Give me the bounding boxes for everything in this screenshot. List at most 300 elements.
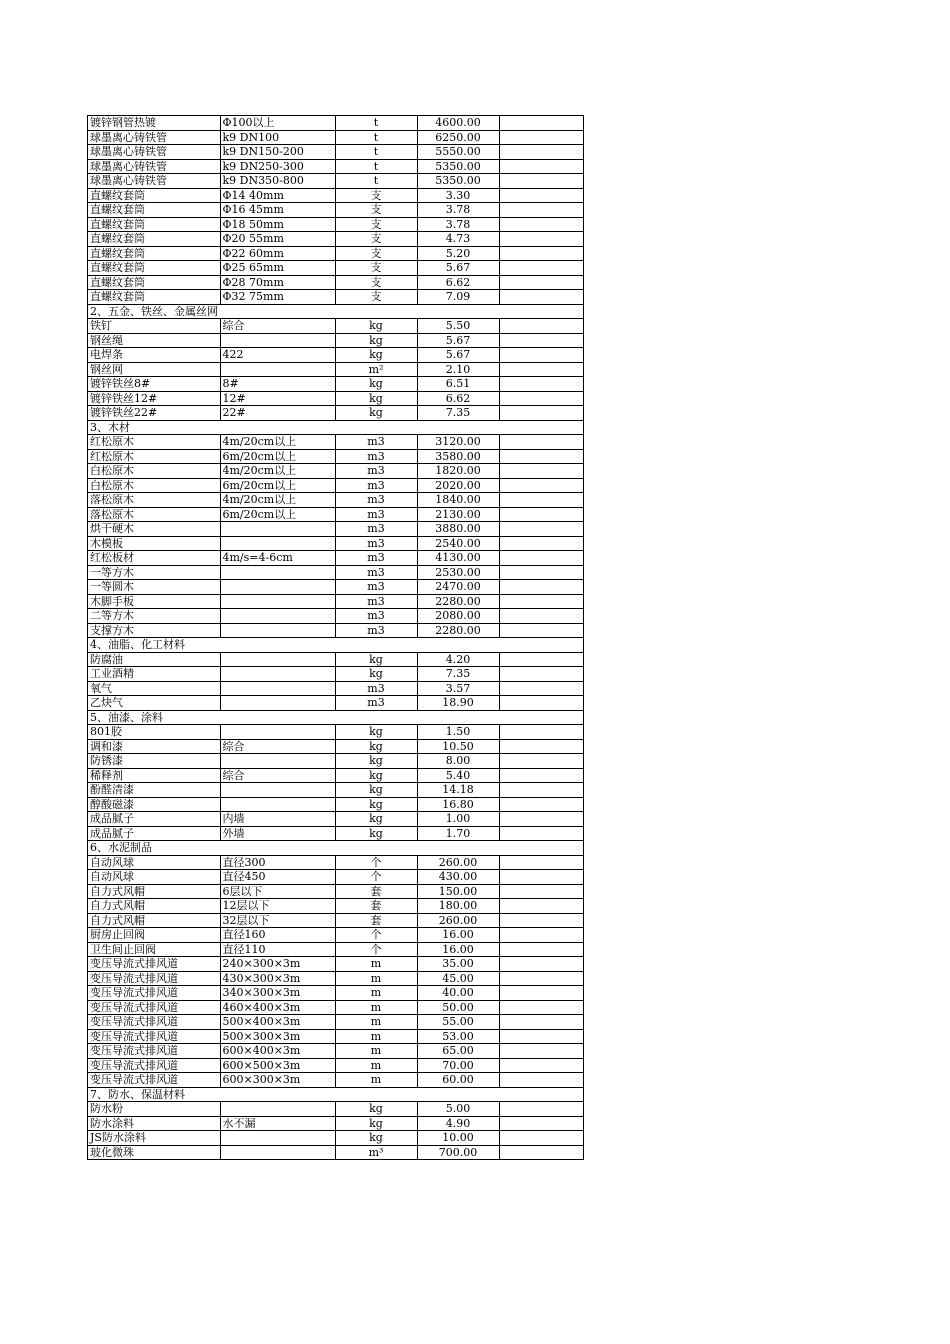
unit-cell[interactable]: m3 <box>335 623 417 638</box>
price-cell[interactable]: 5550.00 <box>417 145 499 160</box>
price-cell[interactable]: 5.40 <box>417 768 499 783</box>
remark-cell[interactable] <box>499 580 583 595</box>
material-name-cell[interactable]: 变压导流式排风道 <box>88 1073 221 1088</box>
spec-cell[interactable]: 6m/20cm以上 <box>220 449 335 464</box>
remark-cell[interactable] <box>499 536 583 551</box>
spec-cell[interactable]: 水不漏 <box>220 1116 335 1131</box>
material-name-cell[interactable]: 红松原木 <box>88 435 221 450</box>
unit-cell[interactable]: m <box>335 1044 417 1059</box>
spec-cell[interactable]: 综合 <box>220 768 335 783</box>
unit-cell[interactable]: t <box>335 116 417 131</box>
material-name-cell[interactable]: 稀释剂 <box>88 768 221 783</box>
material-name-cell[interactable]: 工业酒精 <box>88 667 221 682</box>
section-title[interactable]: 4、油脂、化工材料 <box>88 638 221 653</box>
material-name-cell[interactable]: 调和漆 <box>88 739 221 754</box>
unit-cell[interactable]: m² <box>335 362 417 377</box>
unit-cell[interactable]: kg <box>335 667 417 682</box>
spec-cell[interactable] <box>220 1145 335 1160</box>
spec-cell[interactable]: 4m/20cm以上 <box>220 493 335 508</box>
empty-cell[interactable] <box>220 841 335 856</box>
remark-cell[interactable] <box>499 188 583 203</box>
unit-cell[interactable]: 个 <box>335 928 417 943</box>
price-cell[interactable]: 150.00 <box>417 884 499 899</box>
price-cell[interactable]: 10.50 <box>417 739 499 754</box>
empty-cell[interactable] <box>499 1087 583 1102</box>
spec-cell[interactable]: k9 DN100 <box>220 130 335 145</box>
remark-cell[interactable] <box>499 942 583 957</box>
material-name-cell[interactable]: 球墨离心铸铁管 <box>88 174 221 189</box>
spec-cell[interactable] <box>220 754 335 769</box>
remark-cell[interactable] <box>499 754 583 769</box>
empty-cell[interactable] <box>335 304 417 319</box>
unit-cell[interactable]: kg <box>335 1102 417 1117</box>
price-cell[interactable]: 7.35 <box>417 406 499 421</box>
price-cell[interactable]: 1.00 <box>417 812 499 827</box>
price-cell[interactable]: 4600.00 <box>417 116 499 131</box>
spec-cell[interactable]: Φ20 55mm <box>220 232 335 247</box>
material-name-cell[interactable]: 防水涂料 <box>88 1116 221 1131</box>
remark-cell[interactable] <box>499 1116 583 1131</box>
remark-cell[interactable] <box>499 1015 583 1030</box>
empty-cell[interactable] <box>417 420 499 435</box>
remark-cell[interactable] <box>499 725 583 740</box>
price-cell[interactable]: 18.90 <box>417 696 499 711</box>
spec-cell[interactable]: 内墙 <box>220 812 335 827</box>
price-cell[interactable]: 3880.00 <box>417 522 499 537</box>
price-cell[interactable]: 2130.00 <box>417 507 499 522</box>
remark-cell[interactable] <box>499 1073 583 1088</box>
empty-cell[interactable] <box>417 638 499 653</box>
remark-cell[interactable] <box>499 159 583 174</box>
empty-cell[interactable] <box>499 420 583 435</box>
spec-cell[interactable] <box>220 783 335 798</box>
empty-cell[interactable] <box>335 710 417 725</box>
spec-cell[interactable] <box>220 696 335 711</box>
unit-cell[interactable]: 支 <box>335 290 417 305</box>
price-cell[interactable]: 60.00 <box>417 1073 499 1088</box>
spec-cell[interactable]: 460×400×3m <box>220 1000 335 1015</box>
unit-cell[interactable]: 个 <box>335 855 417 870</box>
spec-cell[interactable]: 综合 <box>220 739 335 754</box>
material-name-cell[interactable]: 乙炔气 <box>88 696 221 711</box>
section-title[interactable]: 2、五金、铁丝、金属丝网 <box>88 304 221 319</box>
remark-cell[interactable] <box>499 232 583 247</box>
unit-cell[interactable]: kg <box>335 826 417 841</box>
spec-cell[interactable]: Φ22 60mm <box>220 246 335 261</box>
unit-cell[interactable]: m3 <box>335 594 417 609</box>
material-name-cell[interactable]: 白松原木 <box>88 478 221 493</box>
spec-cell[interactable]: Φ18 50mm <box>220 217 335 232</box>
price-cell[interactable]: 3.30 <box>417 188 499 203</box>
empty-cell[interactable] <box>220 1087 335 1102</box>
spec-cell[interactable]: 430×300×3m <box>220 971 335 986</box>
spec-cell[interactable]: 32层以下 <box>220 913 335 928</box>
unit-cell[interactable]: 支 <box>335 203 417 218</box>
remark-cell[interactable] <box>499 116 583 131</box>
material-name-cell[interactable]: 直螺纹套筒 <box>88 290 221 305</box>
price-cell[interactable]: 4130.00 <box>417 551 499 566</box>
remark-cell[interactable] <box>499 261 583 276</box>
price-cell[interactable]: 10.00 <box>417 1131 499 1146</box>
material-name-cell[interactable]: 球墨离心铸铁管 <box>88 159 221 174</box>
unit-cell[interactable]: kg <box>335 377 417 392</box>
price-cell[interactable]: 2540.00 <box>417 536 499 551</box>
unit-cell[interactable]: m <box>335 986 417 1001</box>
material-name-cell[interactable]: 醇酸磁漆 <box>88 797 221 812</box>
empty-cell[interactable] <box>499 304 583 319</box>
remark-cell[interactable] <box>499 1131 583 1146</box>
price-cell[interactable]: 4.90 <box>417 1116 499 1131</box>
unit-cell[interactable]: kg <box>335 768 417 783</box>
unit-cell[interactable]: kg <box>335 725 417 740</box>
material-name-cell[interactable]: 成品腻子 <box>88 812 221 827</box>
unit-cell[interactable]: m <box>335 957 417 972</box>
material-name-cell[interactable]: 变压导流式排风道 <box>88 1058 221 1073</box>
remark-cell[interactable] <box>499 1000 583 1015</box>
price-cell[interactable]: 6.51 <box>417 377 499 392</box>
spec-cell[interactable]: k9 DN150-200 <box>220 145 335 160</box>
spec-cell[interactable]: 直径300 <box>220 855 335 870</box>
price-cell[interactable]: 2280.00 <box>417 594 499 609</box>
material-name-cell[interactable]: 镀锌铁丝22# <box>88 406 221 421</box>
price-cell[interactable]: 5.20 <box>417 246 499 261</box>
empty-cell[interactable] <box>417 304 499 319</box>
unit-cell[interactable]: 支 <box>335 261 417 276</box>
price-cell[interactable]: 1840.00 <box>417 493 499 508</box>
remark-cell[interactable] <box>499 130 583 145</box>
material-name-cell[interactable]: 变压导流式排风道 <box>88 971 221 986</box>
remark-cell[interactable] <box>499 928 583 943</box>
spec-cell[interactable]: 12层以下 <box>220 899 335 914</box>
spec-cell[interactable]: 500×300×3m <box>220 1029 335 1044</box>
material-name-cell[interactable]: 自力式风帽 <box>88 913 221 928</box>
material-name-cell[interactable]: 钢丝绳 <box>88 333 221 348</box>
unit-cell[interactable]: t <box>335 159 417 174</box>
spec-cell[interactable] <box>220 797 335 812</box>
spec-cell[interactable] <box>220 681 335 696</box>
material-name-cell[interactable]: 变压导流式排风道 <box>88 1029 221 1044</box>
remark-cell[interactable] <box>499 913 583 928</box>
remark-cell[interactable] <box>499 174 583 189</box>
material-name-cell[interactable]: 镀锌铁丝8# <box>88 377 221 392</box>
price-cell[interactable]: 3120.00 <box>417 435 499 450</box>
price-cell[interactable]: 5.67 <box>417 261 499 276</box>
remark-cell[interactable] <box>499 246 583 261</box>
price-cell[interactable]: 430.00 <box>417 870 499 885</box>
material-name-cell[interactable]: 直螺纹套筒 <box>88 246 221 261</box>
empty-cell[interactable] <box>220 304 335 319</box>
spec-cell[interactable] <box>220 536 335 551</box>
remark-cell[interactable] <box>499 406 583 421</box>
material-name-cell[interactable]: 镀锌铁丝12# <box>88 391 221 406</box>
material-name-cell[interactable]: 铁钉 <box>88 319 221 334</box>
spec-cell[interactable]: 500×400×3m <box>220 1015 335 1030</box>
remark-cell[interactable] <box>499 565 583 580</box>
unit-cell[interactable]: m3 <box>335 493 417 508</box>
price-cell[interactable]: 50.00 <box>417 1000 499 1015</box>
spec-cell[interactable]: 422 <box>220 348 335 363</box>
unit-cell[interactable]: kg <box>335 333 417 348</box>
spec-cell[interactable]: 6m/20cm以上 <box>220 478 335 493</box>
unit-cell[interactable]: kg <box>335 406 417 421</box>
material-name-cell[interactable]: 防锈漆 <box>88 754 221 769</box>
empty-cell[interactable] <box>335 420 417 435</box>
price-cell[interactable]: 7.09 <box>417 290 499 305</box>
price-cell[interactable]: 6.62 <box>417 391 499 406</box>
empty-cell[interactable] <box>499 710 583 725</box>
unit-cell[interactable]: kg <box>335 797 417 812</box>
material-name-cell[interactable]: 玻化微珠 <box>88 1145 221 1160</box>
section-title[interactable]: 5、油漆、涂料 <box>88 710 221 725</box>
price-cell[interactable]: 16.00 <box>417 942 499 957</box>
price-cell[interactable]: 70.00 <box>417 1058 499 1073</box>
spec-cell[interactable]: 直径160 <box>220 928 335 943</box>
unit-cell[interactable]: m3 <box>335 565 417 580</box>
price-cell[interactable]: 16.80 <box>417 797 499 812</box>
unit-cell[interactable]: t <box>335 145 417 160</box>
spec-cell[interactable] <box>220 333 335 348</box>
spec-cell[interactable] <box>220 580 335 595</box>
spec-cell[interactable]: Φ16 45mm <box>220 203 335 218</box>
remark-cell[interactable] <box>499 594 583 609</box>
remark-cell[interactable] <box>499 217 583 232</box>
spec-cell[interactable]: 4m/20cm以上 <box>220 464 335 479</box>
remark-cell[interactable] <box>499 652 583 667</box>
remark-cell[interactable] <box>499 870 583 885</box>
price-cell[interactable]: 5.67 <box>417 333 499 348</box>
remark-cell[interactable] <box>499 348 583 363</box>
unit-cell[interactable]: kg <box>335 348 417 363</box>
empty-cell[interactable] <box>417 1087 499 1102</box>
spec-cell[interactable]: 4m/s=4-6cm <box>220 551 335 566</box>
price-cell[interactable]: 1820.00 <box>417 464 499 479</box>
unit-cell[interactable]: m3 <box>335 536 417 551</box>
price-cell[interactable]: 5.50 <box>417 319 499 334</box>
spec-cell[interactable]: 340×300×3m <box>220 986 335 1001</box>
remark-cell[interactable] <box>499 609 583 624</box>
material-name-cell[interactable]: 烘干硬木 <box>88 522 221 537</box>
remark-cell[interactable] <box>499 1145 583 1160</box>
price-cell[interactable]: 7.35 <box>417 667 499 682</box>
spec-cell[interactable] <box>220 362 335 377</box>
remark-cell[interactable] <box>499 435 583 450</box>
unit-cell[interactable]: m3 <box>335 681 417 696</box>
unit-cell[interactable]: 支 <box>335 246 417 261</box>
remark-cell[interactable] <box>499 696 583 711</box>
unit-cell[interactable]: m³ <box>335 1145 417 1160</box>
remark-cell[interactable] <box>499 362 583 377</box>
remark-cell[interactable] <box>499 275 583 290</box>
material-name-cell[interactable]: 直螺纹套筒 <box>88 217 221 232</box>
unit-cell[interactable]: 套 <box>335 913 417 928</box>
empty-cell[interactable] <box>220 420 335 435</box>
spec-cell[interactable] <box>220 623 335 638</box>
price-cell[interactable]: 8.00 <box>417 754 499 769</box>
material-name-cell[interactable]: 氧气 <box>88 681 221 696</box>
spec-cell[interactable]: k9 DN250-300 <box>220 159 335 174</box>
material-name-cell[interactable]: 防腐油 <box>88 652 221 667</box>
spec-cell[interactable]: 直径110 <box>220 942 335 957</box>
remark-cell[interactable] <box>499 783 583 798</box>
unit-cell[interactable]: m3 <box>335 522 417 537</box>
price-cell[interactable]: 5350.00 <box>417 159 499 174</box>
unit-cell[interactable]: m <box>335 1073 417 1088</box>
spec-cell[interactable] <box>220 594 335 609</box>
spec-cell[interactable]: Φ100以上 <box>220 116 335 131</box>
material-name-cell[interactable]: 白松原木 <box>88 464 221 479</box>
material-name-cell[interactable]: 酚醛清漆 <box>88 783 221 798</box>
price-cell[interactable]: 6.62 <box>417 275 499 290</box>
spec-cell[interactable] <box>220 725 335 740</box>
price-cell[interactable]: 6250.00 <box>417 130 499 145</box>
material-name-cell[interactable]: 变压导流式排风道 <box>88 1044 221 1059</box>
unit-cell[interactable]: kg <box>335 319 417 334</box>
price-cell[interactable]: 3.78 <box>417 203 499 218</box>
spec-cell[interactable]: 600×300×3m <box>220 1073 335 1088</box>
remark-cell[interactable] <box>499 826 583 841</box>
material-name-cell[interactable]: 自动风球 <box>88 870 221 885</box>
unit-cell[interactable]: m3 <box>335 435 417 450</box>
remark-cell[interactable] <box>499 957 583 972</box>
unit-cell[interactable]: m <box>335 1029 417 1044</box>
unit-cell[interactable]: m3 <box>335 551 417 566</box>
remark-cell[interactable] <box>499 623 583 638</box>
material-name-cell[interactable]: 变压导流式排风道 <box>88 957 221 972</box>
spec-cell[interactable]: Φ25 65mm <box>220 261 335 276</box>
section-title[interactable]: 7、防水、保温材料 <box>88 1087 221 1102</box>
unit-cell[interactable]: 个 <box>335 942 417 957</box>
remark-cell[interactable] <box>499 507 583 522</box>
unit-cell[interactable]: kg <box>335 1116 417 1131</box>
unit-cell[interactable]: 套 <box>335 884 417 899</box>
spec-cell[interactable]: 240×300×3m <box>220 957 335 972</box>
spec-cell[interactable]: 外墙 <box>220 826 335 841</box>
unit-cell[interactable]: kg <box>335 783 417 798</box>
remark-cell[interactable] <box>499 478 583 493</box>
price-cell[interactable]: 65.00 <box>417 1044 499 1059</box>
remark-cell[interactable] <box>499 449 583 464</box>
remark-cell[interactable] <box>499 145 583 160</box>
unit-cell[interactable]: m3 <box>335 696 417 711</box>
material-name-cell[interactable]: 木模板 <box>88 536 221 551</box>
remark-cell[interactable] <box>499 812 583 827</box>
price-cell[interactable]: 2020.00 <box>417 478 499 493</box>
unit-cell[interactable]: 支 <box>335 232 417 247</box>
remark-cell[interactable] <box>499 1029 583 1044</box>
unit-cell[interactable]: 支 <box>335 188 417 203</box>
remark-cell[interactable] <box>499 203 583 218</box>
unit-cell[interactable]: kg <box>335 739 417 754</box>
price-cell[interactable]: 2470.00 <box>417 580 499 595</box>
spec-cell[interactable]: 22# <box>220 406 335 421</box>
price-cell[interactable]: 14.18 <box>417 783 499 798</box>
material-name-cell[interactable]: JS防水涂料 <box>88 1131 221 1146</box>
section-title[interactable]: 6、水泥制品 <box>88 841 221 856</box>
price-cell[interactable]: 55.00 <box>417 1015 499 1030</box>
material-name-cell[interactable]: 自动风球 <box>88 855 221 870</box>
material-name-cell[interactable]: 一等圆木 <box>88 580 221 595</box>
spec-cell[interactable]: Φ14 40mm <box>220 188 335 203</box>
price-cell[interactable]: 260.00 <box>417 913 499 928</box>
remark-cell[interactable] <box>499 739 583 754</box>
price-cell[interactable]: 53.00 <box>417 1029 499 1044</box>
remark-cell[interactable] <box>499 884 583 899</box>
material-name-cell[interactable]: 球墨离心铸铁管 <box>88 130 221 145</box>
unit-cell[interactable]: 个 <box>335 870 417 885</box>
spec-cell[interactable] <box>220 522 335 537</box>
price-cell[interactable]: 260.00 <box>417 855 499 870</box>
material-name-cell[interactable]: 变压导流式排风道 <box>88 986 221 1001</box>
unit-cell[interactable]: m3 <box>335 580 417 595</box>
material-name-cell[interactable]: 801胶 <box>88 725 221 740</box>
unit-cell[interactable]: 支 <box>335 217 417 232</box>
unit-cell[interactable]: m3 <box>335 478 417 493</box>
unit-cell[interactable]: t <box>335 174 417 189</box>
material-name-cell[interactable]: 厨房止回阀 <box>88 928 221 943</box>
spec-cell[interactable]: 综合 <box>220 319 335 334</box>
spec-cell[interactable]: 6m/20cm以上 <box>220 507 335 522</box>
spec-cell[interactable] <box>220 1102 335 1117</box>
material-name-cell[interactable]: 变压导流式排风道 <box>88 1000 221 1015</box>
price-cell[interactable]: 4.73 <box>417 232 499 247</box>
price-cell[interactable]: 2530.00 <box>417 565 499 580</box>
empty-cell[interactable] <box>335 638 417 653</box>
material-name-cell[interactable]: 直螺纹套筒 <box>88 275 221 290</box>
spec-cell[interactable]: Φ28 70mm <box>220 275 335 290</box>
unit-cell[interactable]: 套 <box>335 899 417 914</box>
spec-cell[interactable]: 600×400×3m <box>220 1044 335 1059</box>
unit-cell[interactable]: kg <box>335 1131 417 1146</box>
unit-cell[interactable]: kg <box>335 812 417 827</box>
price-cell[interactable]: 40.00 <box>417 986 499 1001</box>
spec-cell[interactable] <box>220 609 335 624</box>
remark-cell[interactable] <box>499 391 583 406</box>
remark-cell[interactable] <box>499 899 583 914</box>
unit-cell[interactable]: 支 <box>335 275 417 290</box>
price-cell[interactable]: 700.00 <box>417 1145 499 1160</box>
spec-cell[interactable] <box>220 1131 335 1146</box>
price-cell[interactable]: 1.70 <box>417 826 499 841</box>
price-cell[interactable]: 5.67 <box>417 348 499 363</box>
unit-cell[interactable]: m <box>335 1015 417 1030</box>
price-cell[interactable]: 3.78 <box>417 217 499 232</box>
spec-cell[interactable] <box>220 667 335 682</box>
price-cell[interactable]: 2080.00 <box>417 609 499 624</box>
price-cell[interactable]: 5350.00 <box>417 174 499 189</box>
remark-cell[interactable] <box>499 464 583 479</box>
price-cell[interactable]: 180.00 <box>417 899 499 914</box>
unit-cell[interactable]: m3 <box>335 464 417 479</box>
unit-cell[interactable]: kg <box>335 754 417 769</box>
spec-cell[interactable]: 4m/20cm以上 <box>220 435 335 450</box>
spec-cell[interactable] <box>220 652 335 667</box>
material-name-cell[interactable]: 落松原木 <box>88 493 221 508</box>
material-name-cell[interactable]: 电焊条 <box>88 348 221 363</box>
price-cell[interactable]: 4.20 <box>417 652 499 667</box>
material-name-cell[interactable]: 直螺纹套筒 <box>88 188 221 203</box>
empty-cell[interactable] <box>220 638 335 653</box>
material-name-cell[interactable]: 直螺纹套筒 <box>88 261 221 276</box>
empty-cell[interactable] <box>499 638 583 653</box>
remark-cell[interactable] <box>499 319 583 334</box>
material-name-cell[interactable]: 自力式风帽 <box>88 899 221 914</box>
spec-cell[interactable]: k9 DN350-800 <box>220 174 335 189</box>
remark-cell[interactable] <box>499 290 583 305</box>
spec-cell[interactable]: 600×500×3m <box>220 1058 335 1073</box>
remark-cell[interactable] <box>499 971 583 986</box>
empty-cell[interactable] <box>335 841 417 856</box>
material-name-cell[interactable]: 红松板材 <box>88 551 221 566</box>
